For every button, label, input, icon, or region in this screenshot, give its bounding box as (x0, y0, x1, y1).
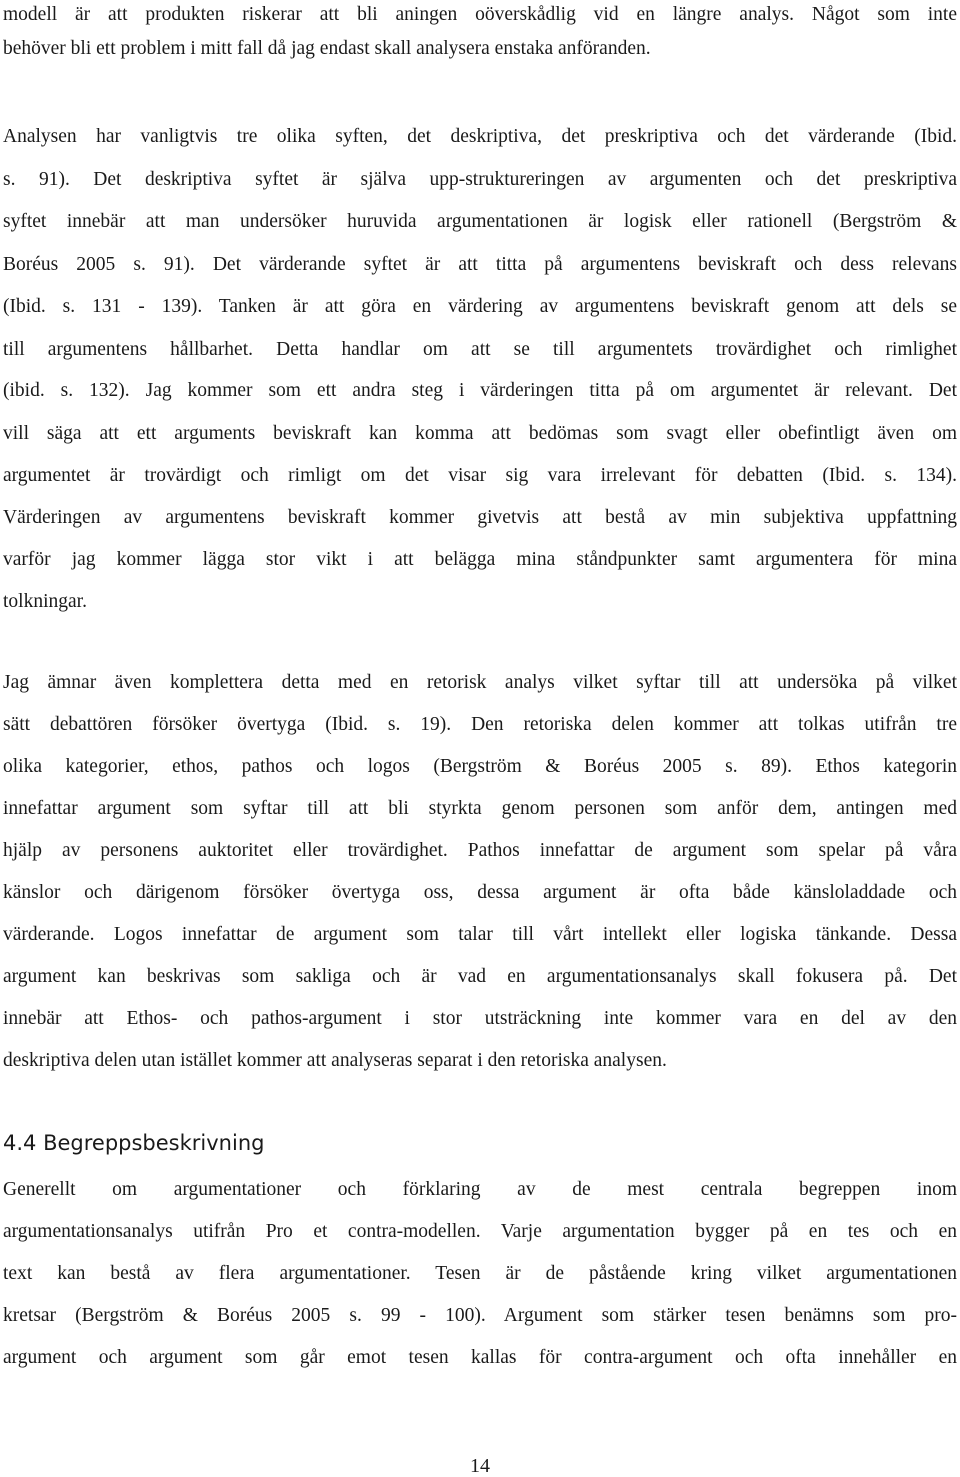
text-line: Generellt om argumentationer och förklaring av de mest centrala begreppen inom (3, 1179, 957, 1200)
text-line: argument och argument som går emot tesen kallas för contra-argument och ofta innehåller en (3, 1347, 957, 1368)
text-line: argumentationsanalys utifrån Pro et contra-modellen. Varje argumentation bygger på en tes och en (3, 1221, 957, 1242)
text-line: innebär att Ethos- och pathos-argument i stor utsträckning inte kommer vara en del av den (3, 1008, 957, 1029)
text-line: värderande. Logos innefattar de argument som talar till vårt intellekt eller logiska tänkande. Dessa (3, 924, 957, 945)
text-line: olika kategorier, ethos, pathos och logos (Bergström & Boréus 2005 s. 89). Ethos kategorin (3, 756, 957, 777)
text-line: vill säga att ett arguments beviskraft kan komma att bedömas som svagt eller obefintligt även om (3, 423, 957, 444)
text-line: text kan bestå av flera argumentationer. Tesen är de påstående kring vilket argumentationen (3, 1263, 957, 1284)
text-line: argument kan beskrivas som sakliga och är vad en argumentationsanalys skall fokusera på. Det (3, 966, 957, 987)
text-line: Jag ämnar även komplettera detta med en retorisk analys vilket syftar till att undersöka på vilket (3, 672, 957, 693)
text-line: Boréus 2005 s. 91). Det värderande syftet är att titta på argumentens beviskraft och dess relevans (3, 254, 957, 275)
text-line: varför jag kommer lägga stor vikt i att belägga mina ståndpunkter samt argumentera för mina (3, 549, 957, 570)
text-line: kretsar (Bergström & Boréus 2005 s. 99 - 100). Argument som stärker tesen benämns som pro- (3, 1305, 957, 1326)
text-line: deskriptiva delen utan istället kommer att analyseras separat i den retoriska analysen. (3, 1050, 667, 1071)
text-line: s. 91). Det deskriptiva syftet är själva upp-struktureringen av argumenten och det preskriptiva (3, 169, 957, 190)
page-number: 14 (470, 1455, 490, 1477)
text-line: innefattar argument som syftar till att bli styrkta genom personen som anför dem, antingen med (3, 798, 957, 819)
text-line: sätt debattören försöker övertyga (Ibid. s. 19). Den retoriska delen kommer att tolkas utifrån tre (3, 714, 957, 735)
text-line: argumentet är trovärdigt och rimligt om det visar sig vara irrelevant för debatten (Ibid. s. 134). (3, 465, 957, 486)
text-line: (Ibid. s. 131 - 139). Tanken är att göra en värdering av argumentens beviskraft genom att dels se (3, 296, 957, 317)
text-line: Värderingen av argumentens beviskraft kommer givetvis att bestå av min subjektiva uppfattning (3, 507, 957, 528)
text-line: känslor och därigenom försöker övertyga oss, dessa argument är ofta både känsloladdade och (3, 882, 957, 903)
text-line: (ibid. s. 132). Jag kommer som ett andra steg i värderingen titta på om argumentet är relevant. Det (3, 380, 957, 401)
text-line: hjälp av personens auktoritet eller trovärdighet. Pathos innefattar de argument som spelar på våra (3, 840, 957, 861)
text-line: behöver bli ett problem i mitt fall då jag endast skall analysera enstaka anföranden. (3, 38, 651, 59)
section-heading: 4.4 Begreppsbeskrivning (3, 1131, 265, 1155)
text-line: Analysen har vanligtvis tre olika syften, det deskriptiva, det preskriptiva och det värderande (Ibid. (3, 126, 957, 147)
text-line: modell är att produkten riskerar att bli aningen oöverskådlig vid en längre analys. Något som inte (3, 4, 957, 25)
text-line: tolkningar. (3, 591, 87, 612)
text-line: syftet innebär att man undersöker huruvida argumentationen är logisk eller rationell (Bergström & (3, 211, 957, 232)
text-line: till argumentens hållbarhet. Detta handlar om att se till argumentets trovärdighet och rimlighet (3, 339, 957, 360)
